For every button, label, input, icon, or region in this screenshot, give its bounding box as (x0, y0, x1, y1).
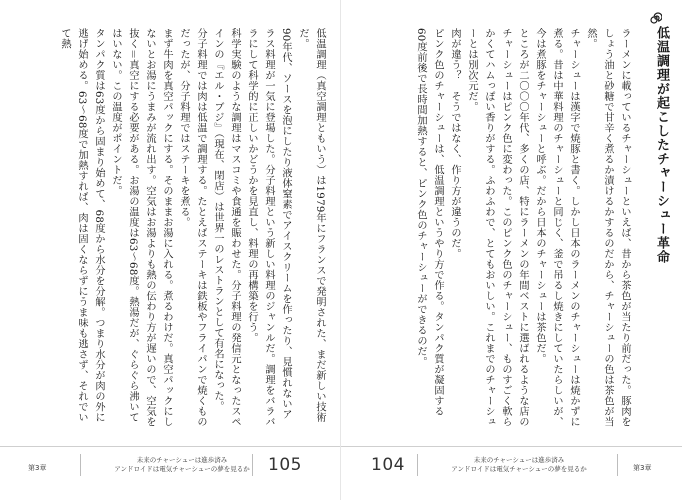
running-head (429, 456, 609, 474)
footer-separator (80, 454, 81, 476)
running-head (92, 456, 272, 474)
running-head-line1: 未来のチャーシューは進歩済み (136, 456, 228, 464)
right-page-footer (341, 446, 682, 480)
left-page-body-text: 低温調理（真空調理ともいう）は1979年にフランスで発明された、まだ新しい技術だ。 90年代、ソースを泡にしたり液体窒素でアイスクリームを作ったり、見慣れないアラス料理が一気に登場した。分子料理という新しい料理のジャンルだ。調理をバラバラにして科学的に正しいかどうかを見直し、料理の再構築を行う。 科学実験のような調理はマスコミや食通を賑わせた。分子料理の発信元となったスペインの『エル・ブジ』（現在、閉店）は世界一のレストランとして有名になった。 分子料理では肉は低温で調理する。たとえばステーキは鉄板やフライパンで焼くものだったが、分子料理ではステーキを煮る。 まず牛肉を真空パックにする。そのままお湯に入れる。煮るわけだ。真空パックにしないとお湯にうまみが流れ出す。空気はお湯よりも熱の伝わり方が遅いので、空気を抜く＝真空にする必要がある。お湯の温度は63～68度。熱湯だが、ぐらぐら沸いてはいない。この温度がポイントだ。 タンパク質は63度から固まり始めて、68度から水分を分解。つまり水分が肉の外に逃げ始める。63～68度で加熱すれば、肉は固くならずにうま味も逃さず、それでいて熱 (59, 28, 325, 427)
footer-rule (341, 446, 682, 447)
running-head-line1: 未来のチャーシューは進歩済み (473, 456, 565, 464)
page-number: 104 (371, 455, 405, 475)
right-page-body-text: ラーメンに載っているチャーシューといえば、昔から茶色が当たり前だった。豚肉をしょう油と砂糖で甘辛く煮るか漬けるかするのだから、チャーシューの色は茶色が当然。 チャーシューは漢字で焼豚と書く。しかし日本のラーメンのチャーシューは焼かずに煮る。昔は中華料理のチャーシューと同じく、釜で吊るし焼きにしていたらしいが、今は煮豚をチャーシューと呼ぶ。だから日本のチャーシューは茶色だ。 ところが二〇〇〇年代、多くの店、特にラーメンの年間ベストに選ばれるような店のチャーシューはピンク色に変わった。このピンク色のチャーシュー、ものすごく軟らかくてハムっぽい香りがする。ふわふわで、とてもおいしい。これまでのチャーシューとは別次元だ。 肉が違う？ そうではなく、作り方が違うのだ。 ピンク色のチャーシューは、低温調理というやり方で作る。タンパク質が凝固する60度前後で長時間加熱すると、ピンク色のチャーシューができるのだ。 (415, 28, 630, 427)
spiral-icon (650, 12, 662, 24)
left-page-footer (0, 446, 341, 480)
chapter-label: 第3章 (28, 464, 47, 472)
footer-separator (252, 454, 253, 476)
section-heading: 低温調理が起こしたチャーシュー革命 (654, 26, 669, 264)
footer-rule (0, 446, 341, 447)
footer-separator (417, 454, 418, 476)
right-page (341, 0, 682, 500)
running-head-line2: アンドロイドは電気チャーシューの夢を見るか (114, 465, 250, 473)
footer-separator (617, 454, 618, 476)
chapter-label: 第3章 (633, 464, 652, 472)
running-head-line2: アンドロイドは電気チャーシューの夢を見るか (451, 465, 587, 473)
page-number: 105 (268, 455, 302, 475)
